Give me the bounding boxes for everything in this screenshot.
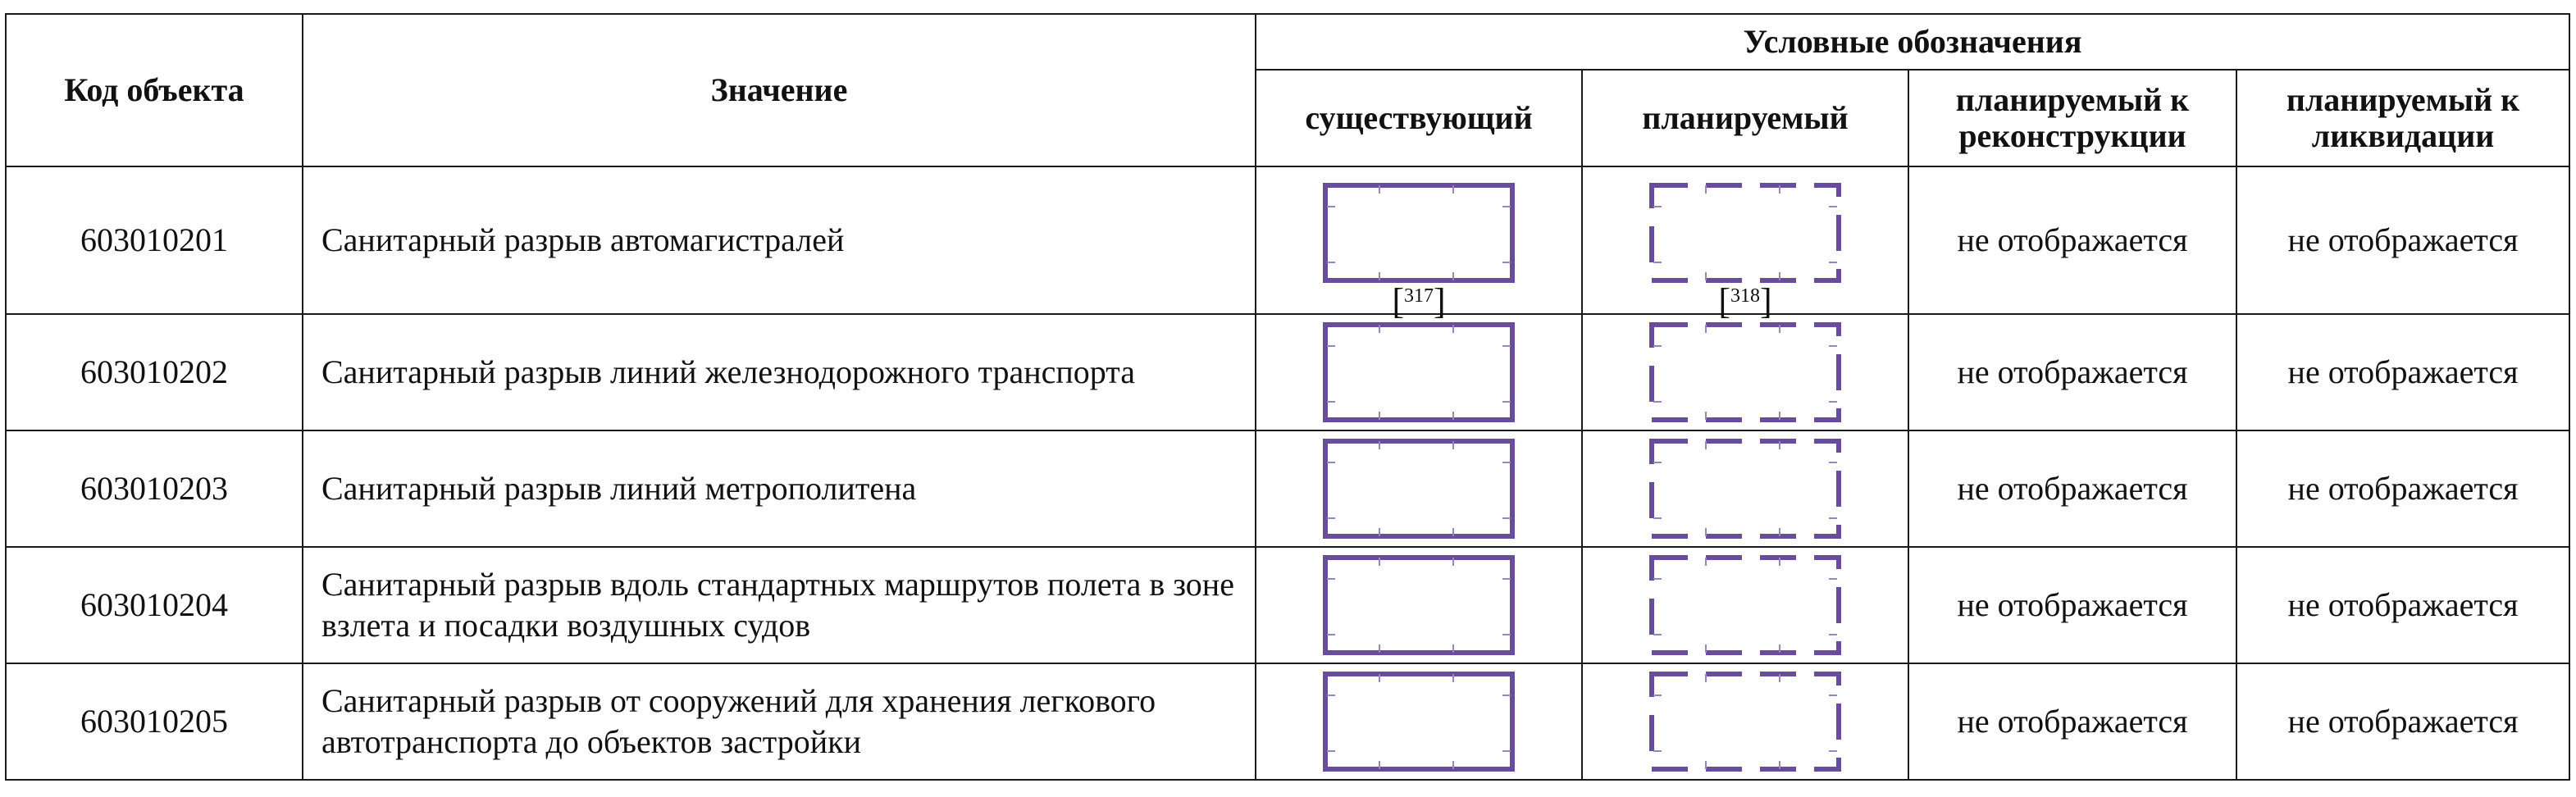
table-row <box>6 547 2569 663</box>
reconstruction-status: не отображается <box>1908 663 2236 780</box>
dashed-purple-rectangle-icon <box>1648 554 1842 656</box>
solid-purple-rectangle-icon <box>1322 554 1516 656</box>
solid-purple-rectangle-icon <box>1322 671 1516 772</box>
planned-symbol-cell <box>1582 430 1908 547</box>
object-meaning: Санитарный разрыв линий метрополитена <box>303 430 1256 547</box>
planned-symbol-cell <box>1582 547 1908 663</box>
header-legend-group: Условные обозначения <box>1256 14 2569 70</box>
header-liquidation: планируемый к ликвидации <box>2236 70 2569 166</box>
table-row <box>6 430 2569 547</box>
object-code: 603010201 <box>6 166 303 314</box>
object-meaning: Санитарный разрыв автомагистралей <box>303 166 1256 314</box>
object-code: 603010203 <box>6 430 303 547</box>
existing-symbol-cell <box>1256 430 1582 547</box>
liquidation-status: не отображается <box>2236 663 2569 780</box>
table-row <box>6 166 2569 314</box>
object-code: 603010204 <box>6 547 303 663</box>
object-code: 603010202 <box>6 314 303 430</box>
dashed-purple-rectangle-icon <box>1648 438 1842 540</box>
existing-symbol-cell <box>1256 663 1582 780</box>
existing-symbol-cell <box>1256 314 1582 430</box>
liquidation-status: не отображается <box>2236 166 2569 314</box>
footnote-ref: [$^{317}$] <box>1392 281 1446 321</box>
header-code: Код объекта <box>6 14 303 166</box>
legend-table <box>5 13 2570 781</box>
header-meaning: Значение <box>303 14 1256 166</box>
existing-symbol-cell <box>1256 166 1582 321</box>
dashed-purple-rectangle-icon <box>1648 321 1842 423</box>
cropped-text-fragment <box>16 0 1230 6</box>
reconstruction-status: не отображается <box>1908 547 2236 663</box>
dashed-purple-rectangle-icon <box>1648 182 1842 284</box>
table-row <box>6 314 2569 430</box>
object-meaning: Санитарный разрыв от сооружений для хранения легкового автотранспорта до объектов застройки <box>303 663 1256 780</box>
table-row <box>6 663 2569 780</box>
liquidation-status: не отображается <box>2236 430 2569 547</box>
header-reconstruction: планируемый к реконструкции <box>1908 70 2236 166</box>
existing-symbol-cell <box>1256 547 1582 663</box>
liquidation-status: не отображается <box>2236 314 2569 430</box>
footnote-number: 318 <box>1730 285 1760 307</box>
planned-symbol-cell <box>1582 166 1908 321</box>
header-existing: существующий <box>1256 70 1582 166</box>
solid-purple-rectangle-icon <box>1322 321 1516 423</box>
header-planned: планируемый <box>1582 70 1908 166</box>
dashed-purple-rectangle-icon <box>1648 671 1842 772</box>
reconstruction-status: не отображается <box>1908 430 2236 547</box>
planned-symbol-cell <box>1582 663 1908 780</box>
footnote-number: 317 <box>1404 285 1434 307</box>
reconstruction-status: не отображается <box>1908 166 2236 314</box>
solid-purple-rectangle-icon <box>1322 438 1516 540</box>
object-meaning: Санитарный разрыв вдоль стандартных маршрутов полета в зоне взлета и посадки воздушных судов <box>303 547 1256 663</box>
solid-purple-rectangle-icon <box>1322 182 1516 284</box>
reconstruction-status: не отображается <box>1908 314 2236 430</box>
planned-symbol-cell <box>1582 314 1908 430</box>
object-code: 603010205 <box>6 663 303 780</box>
footnote-ref: [$^{318}$] <box>1718 281 1772 321</box>
object-meaning: Санитарный разрыв линий железнодорожного транспорта <box>303 314 1256 430</box>
liquidation-status: не отображается <box>2236 547 2569 663</box>
